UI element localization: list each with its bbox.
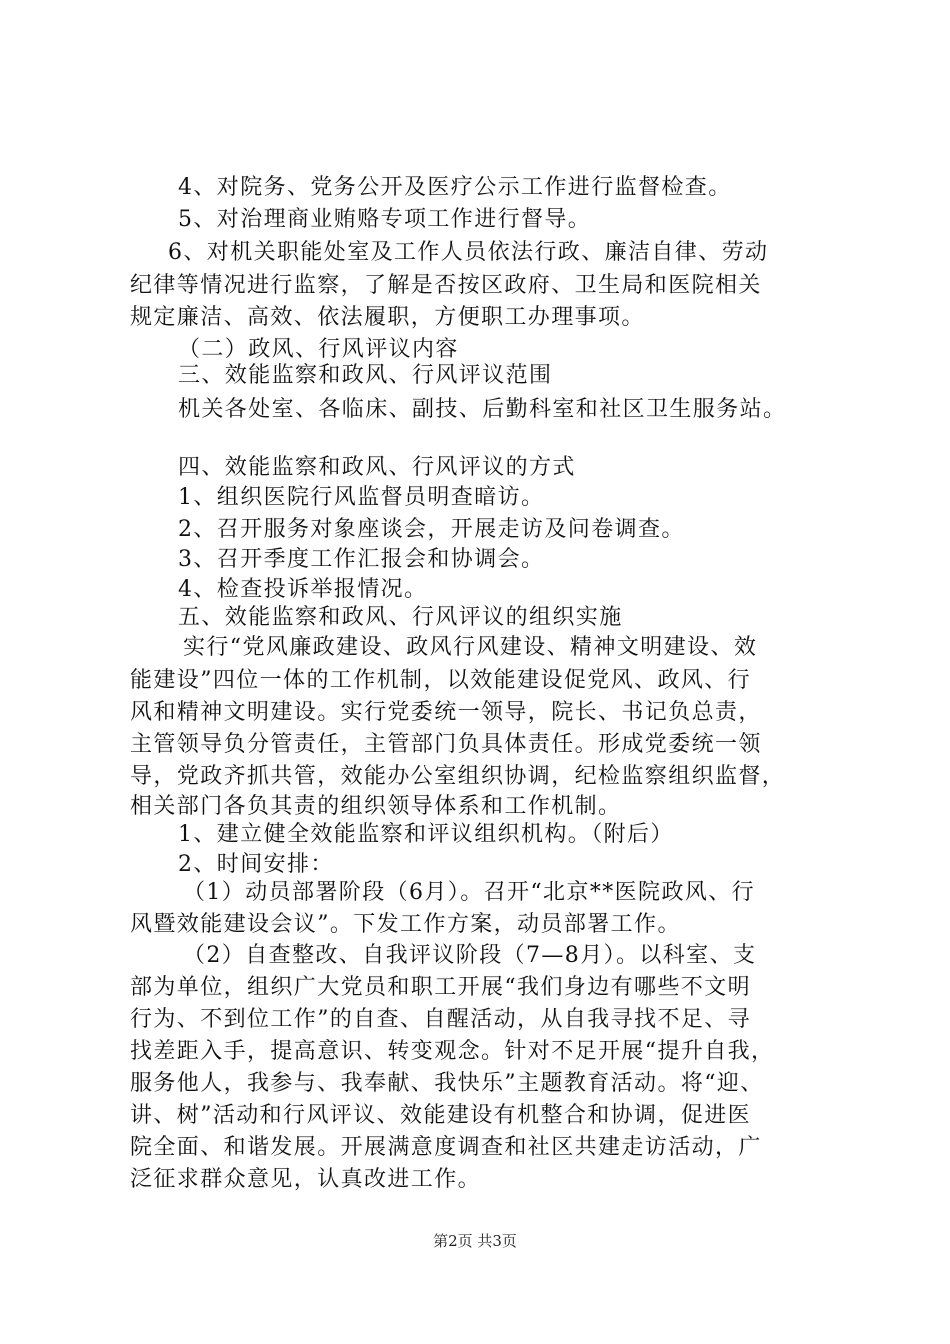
paragraph-line: 能建设”四位一体的工作机制，以效能建设促党风、政风、行 [130,668,752,693]
paragraph-line: 服务他人，我参与、我奉献、我快乐”主题教育活动。将“迎、 [130,1071,764,1096]
paragraph-line: 主管领导负分管责任，主管部门负具体责任。形成党委统一领 [130,732,762,757]
section-heading: 三、效能监察和政风、行风评议范围 [178,363,553,388]
paragraph-line: 部为单位，组织广大党员和职工开展“我们身边有哪些不文明 [130,975,752,1000]
paragraph-line: 实行“党风廉政建设、政风行风建设、精神文明建设、效 [183,635,758,660]
list-item: 2、时间安排： [178,852,334,877]
paragraph-line: 风暨效能建设会议”。下发工作方案，动员部署工作。 [130,912,681,937]
list-item: 3、召开季度工作汇报会和协调会。 [178,547,545,572]
paragraph-line: 机关各处室、各临床、副技、后勤科室和社区卫生服务站。 [178,397,787,422]
paragraph-line: （1）动员部署阶段（6月）。召开“北京**医院政风、行 [183,880,756,905]
paragraph-line: 找差距入手，提高意识、转变观念。针对不足开展“提升自我， [130,1039,775,1064]
paragraph-line: 行为、不到位工作”的自查、自醒活动，从自我寻找不足、寻 [130,1007,752,1032]
paragraph-line: 讲、树”活动和行风评议、效能建设有机整合和协调，促进医 [130,1103,752,1128]
list-item: 4、检查投诉举报情况。 [178,577,428,602]
section-heading: （二）政风、行风评议内容 [178,337,459,362]
list-item: 1、组织医院行风监督员明查暗访。 [178,485,545,510]
paragraph-line: 纪律等情况进行监察，了解是否按区政府、卫生局和医院相关 [130,273,762,298]
paragraph-line: 6、对机关职能处室及工作人员依法行政、廉洁自律、劳动 [168,240,769,265]
paragraph-line: 4、对院务、党务公开及医疗公示工作进行监督检查。 [178,175,732,200]
page-footer: 第2页 共3页 [433,1232,517,1250]
section-heading: 四、效能监察和政风、行风评议的方式 [178,455,576,480]
paragraph-line: 导，党政齐抓共管，效能办公室组织协调，纪检监察组织监督， [130,764,786,789]
paragraph-line: 相关部门各负其责的组织领导体系和工作机制。 [130,794,622,819]
paragraph-line: 风和精神文明建设。实行党委统一领导，院长、书记负总责， [130,700,762,725]
list-item: 2、召开服务对象座谈会，开展走访及问卷调查。 [178,517,685,542]
paragraph-line: 泛征求群众意见，认真改进工作。 [130,1167,482,1192]
paragraph-line: 规定廉洁、高效、依法履职，方便职工办理事项。 [130,305,645,330]
list-item: 1、建立健全效能监察和评议组织机构。（附后） [178,822,674,847]
section-heading: 五、效能监察和政风、行风评议的组织实施 [178,605,623,630]
paragraph-line: （2）自查整改、自我评议阶段（7—8月）。以科室、支 [183,943,757,968]
paragraph-line: 院全面、和谐发展。开展满意度调查和社区共建走访活动，广 [130,1135,762,1160]
paragraph-line: 5、对治理商业贿赂专项工作进行督导。 [178,207,592,232]
